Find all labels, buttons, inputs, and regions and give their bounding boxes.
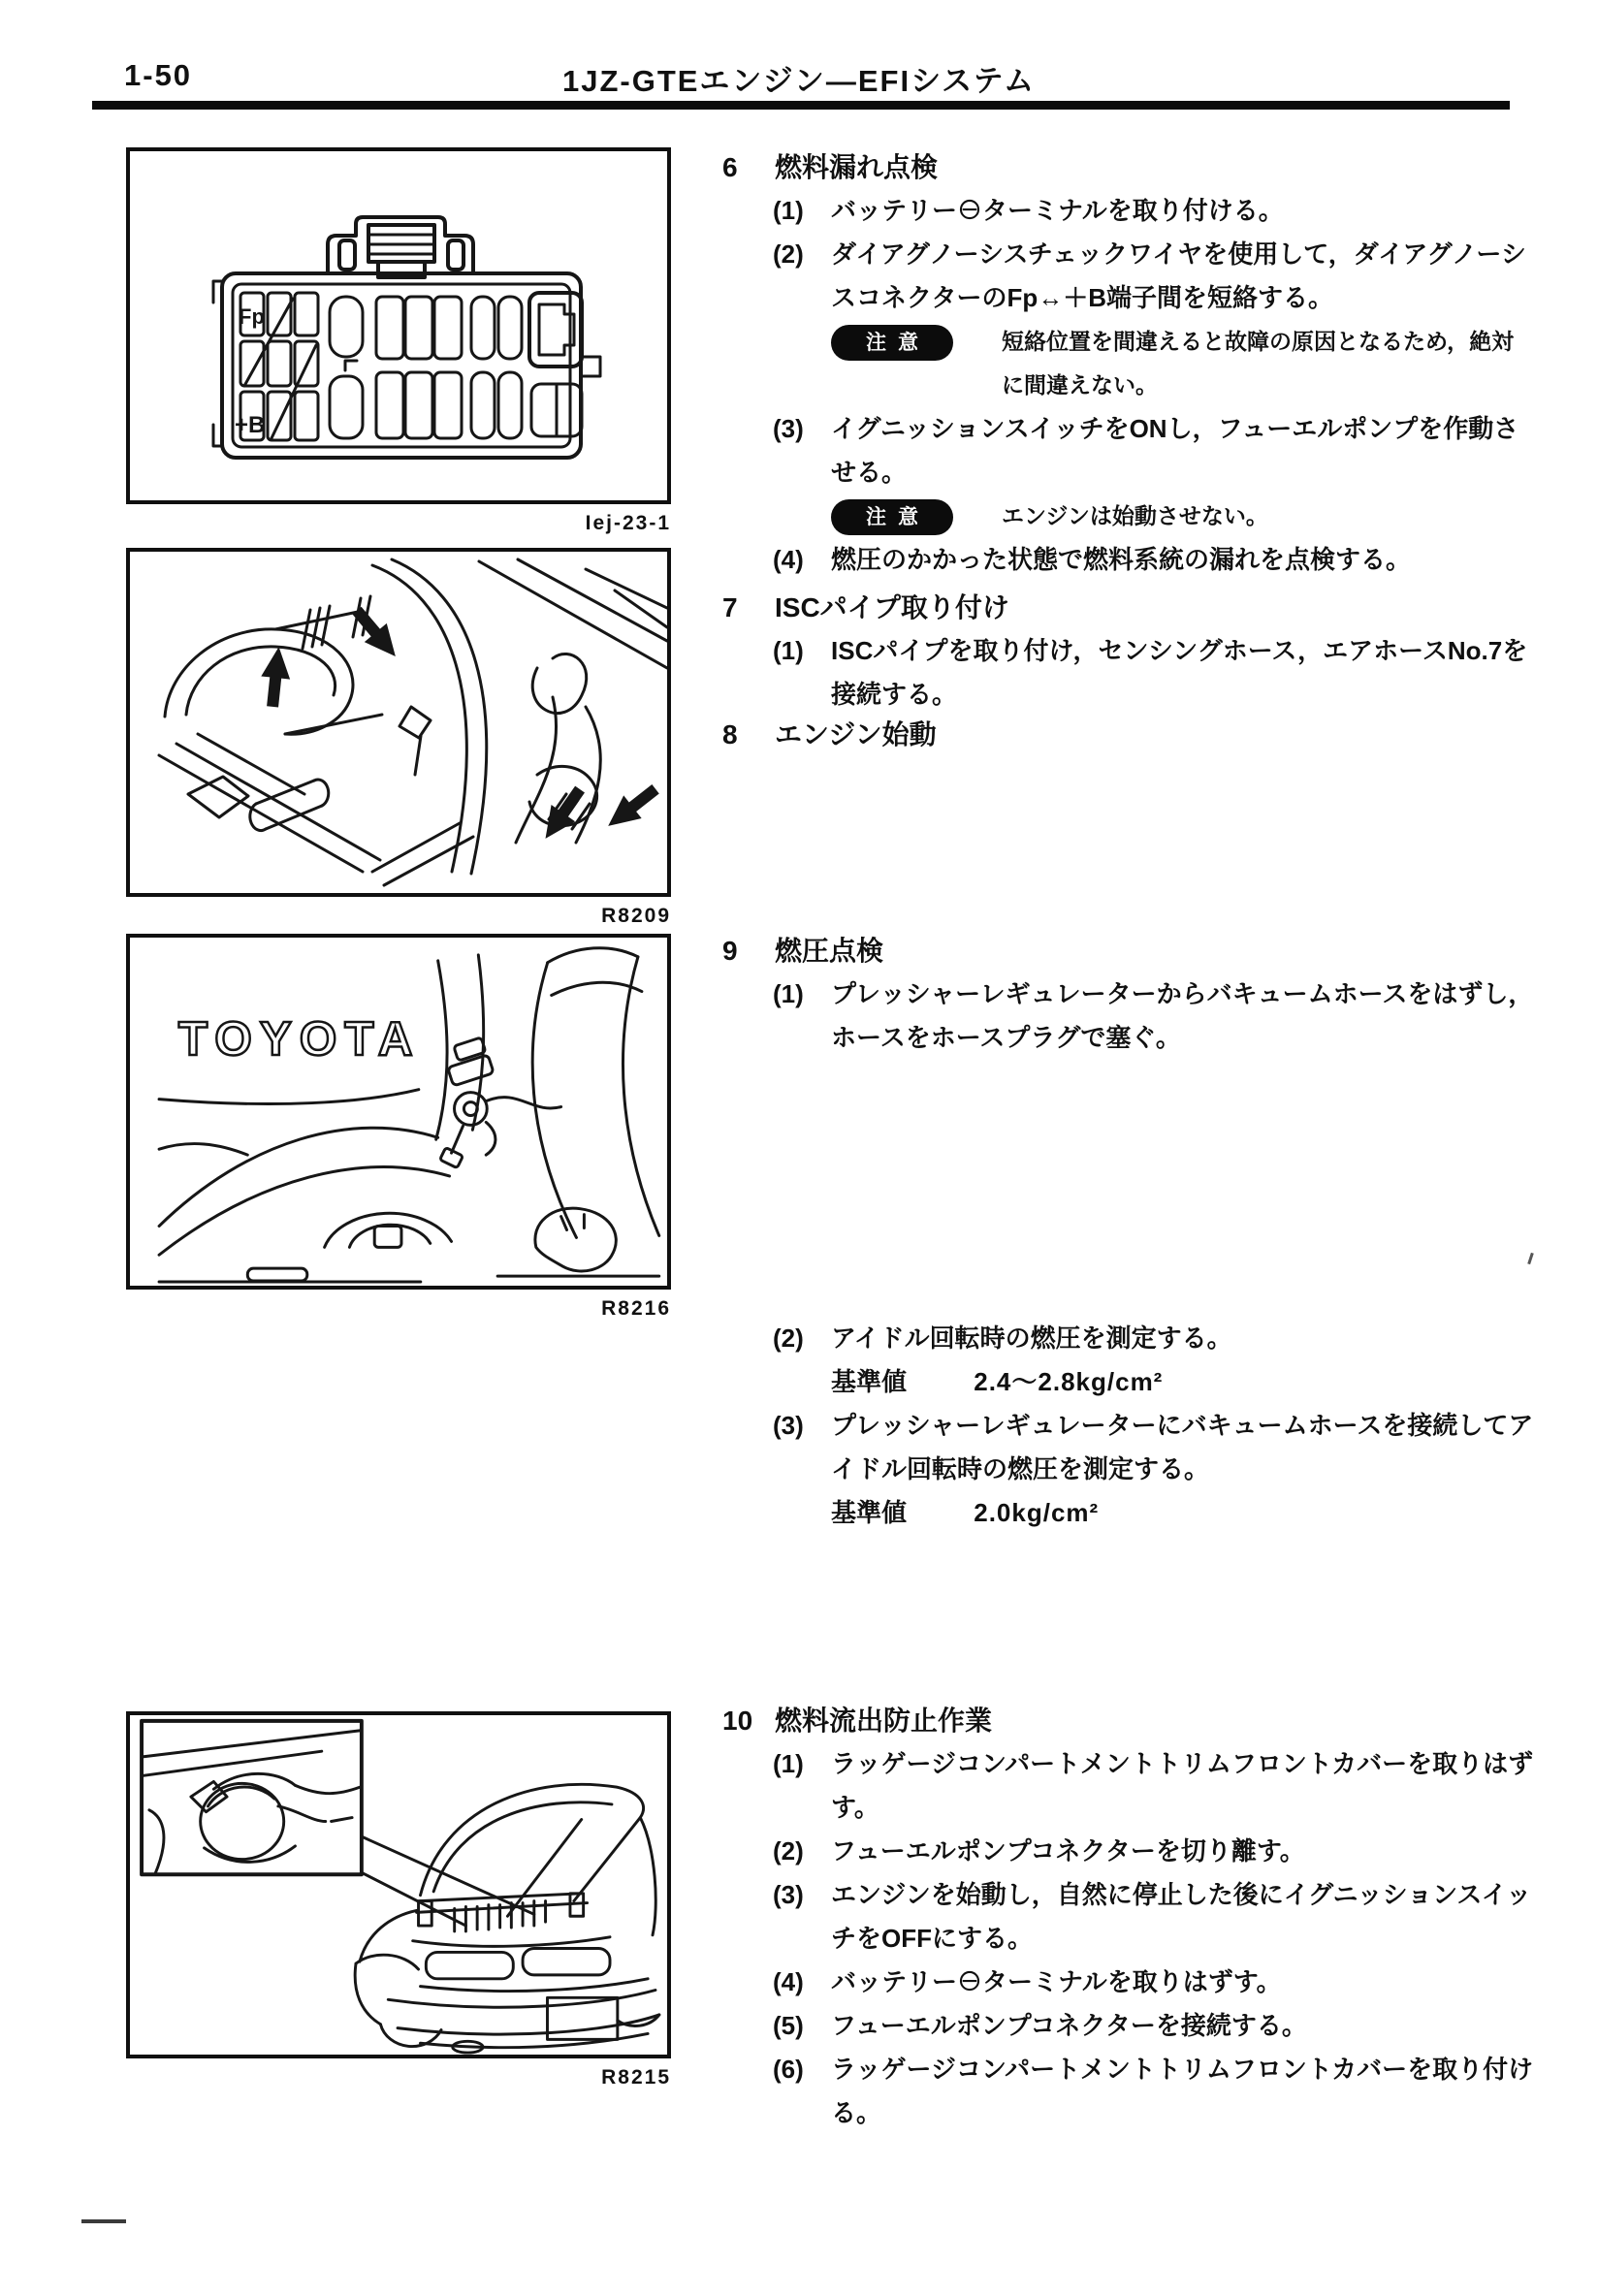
caution-note: [722, 494, 1535, 538]
step-item: [722, 973, 1535, 1060]
step-number: (2): [773, 239, 804, 269]
step-item: [722, 1404, 1535, 1491]
section-number: 9: [722, 936, 738, 966]
step-item: [722, 1961, 1535, 2004]
step-item: [722, 629, 1535, 717]
section-number: 10: [722, 1706, 753, 1736]
step-text: ダイアグノーシスチェックワイヤを使用して，ダイアグノーシスコネクターのFp↔＋B端子間を短絡する。: [831, 239, 1526, 312]
section-10-fuel-spill-prevention: [722, 1699, 1535, 2135]
step-text: バッテリー⊖ターミナルを取り付ける。: [831, 196, 1284, 225]
figure-fuel-pump-connector: [126, 1711, 671, 2058]
step-number: (1): [773, 1749, 804, 1778]
engine-bay-drawing: [130, 552, 667, 893]
connector-label-plus-b: +B: [235, 412, 266, 438]
page-number: 1-50: [124, 58, 193, 92]
step-text: エンジンを始動し，自然に停止した後にイグニッションスイッチをOFFにする。: [831, 1880, 1532, 1953]
scan-artifact: [81, 2219, 126, 2223]
step-number: (2): [773, 1836, 804, 1866]
step-text: バッテリー⊖ターミナルを取りはずす。: [831, 1967, 1282, 1996]
step-item: [722, 233, 1535, 320]
section-heading: [722, 145, 1535, 189]
step-number: (6): [773, 2055, 804, 2084]
diagnosis-connector-drawing: [130, 151, 667, 500]
step-text: フューエルポンプコネクターを切り離す。: [831, 1836, 1305, 1866]
step-text: 燃圧のかかった状態で燃料系統の漏れを点検する。: [831, 545, 1412, 574]
spec-row: [722, 1360, 1535, 1404]
figure-caption: R8215: [601, 2066, 671, 2089]
step-text: アイドル回転時の燃圧を測定する。: [831, 1323, 1232, 1353]
step-text: イグニッションスイッチをONし，フューエルポンプを作動させる。: [831, 414, 1519, 487]
step-number: (1): [773, 636, 804, 665]
section-heading: [722, 713, 1535, 756]
section-9-fuel-pressure-check: [722, 929, 1535, 1060]
step-text: フューエルポンプコネクターを接続する。: [831, 2011, 1307, 2040]
step-number: (1): [773, 196, 804, 225]
step-item: [722, 538, 1535, 582]
figure-diagnosis-connector: [126, 147, 671, 504]
step-text: ラッゲージコンパートメントトリムフロントカバーを取り付ける。: [831, 2055, 1534, 2127]
spec-row: [722, 1491, 1535, 1535]
step-text: プレッシャーレギュレーターにバキュームホースを接続してアイドル回転時の燃圧を測定する。: [831, 1411, 1534, 1483]
spec-value: 2.4～2.8kg/cm²: [974, 1367, 1164, 1396]
section-title: ISCパイプ取り付け: [775, 592, 1009, 622]
step-text: プレッシャーレギュレーターからバキュームホースをはずし，ホースをホースプラグで塞ぐ。: [831, 979, 1534, 1052]
engine-cover-brand-label: TOYOTA: [177, 1010, 421, 1066]
step-text: ラッゲージコンパートメントトリムフロントカバーを取りはずす。: [831, 1749, 1534, 1822]
section-title: エンジン始動: [775, 719, 937, 749]
figure-pressure-regulator: [126, 934, 671, 1290]
step-number: (3): [773, 414, 804, 443]
section-8-engine-start: [722, 713, 1535, 756]
step-item: [722, 1873, 1535, 1961]
step-number: (4): [773, 1967, 804, 1996]
figure-caption: Iej-23-1: [585, 512, 671, 534]
spec-value: 2.0kg/cm²: [974, 1498, 1100, 1527]
scan-artifact: [1527, 1253, 1534, 1264]
section-title: 燃圧点検: [775, 936, 884, 966]
section-number: 6: [722, 152, 738, 182]
step-text: ISCパイプを取り付け，センシングホース，エアホースNo.7を接続する。: [831, 636, 1528, 709]
section-number: 8: [722, 719, 738, 749]
caution-text: エンジンは始動させない。: [1002, 503, 1268, 528]
spec-label: 基準値: [831, 1498, 908, 1527]
section-number: 7: [722, 592, 738, 622]
section-heading: [722, 1699, 1535, 1742]
step-item: [722, 2048, 1535, 2135]
step-item: [722, 2004, 1535, 2048]
step-item: [722, 1742, 1535, 1830]
step-number: (2): [773, 1323, 804, 1353]
section-heading: [722, 586, 1535, 629]
spec-label: 基準値: [831, 1367, 908, 1396]
caution-badge: 注意: [831, 499, 953, 535]
step-number: (1): [773, 979, 804, 1008]
car-trunk-drawing: [130, 1715, 667, 2055]
step-number: (3): [773, 1880, 804, 1909]
step-item: [722, 1830, 1535, 1873]
pressure-regulator-drawing: [130, 938, 667, 1286]
section-9-continued: [722, 1317, 1535, 1535]
section-title: 燃料漏れ点検: [775, 152, 939, 182]
figure-caption: R8209: [601, 905, 671, 927]
step-number: (5): [773, 2011, 804, 2040]
step-number: (4): [773, 545, 804, 574]
section-heading: [722, 929, 1535, 973]
step-item: [722, 1317, 1535, 1360]
section-title: 燃料流出防止作業: [775, 1706, 993, 1736]
caution-note: [722, 320, 1535, 407]
figure-caption: R8216: [601, 1297, 671, 1320]
header-rule: [92, 101, 1510, 110]
step-item: [722, 407, 1535, 494]
step-item: [722, 189, 1535, 233]
section-6-fuel-leak-check: [722, 145, 1535, 582]
section-7-isc-pipe: [722, 586, 1535, 717]
step-number: (3): [773, 1411, 804, 1440]
caution-badge: 注意: [831, 325, 953, 361]
page-title: 1JZ-GTEエンジン—EFIシステム: [561, 64, 1037, 98]
connector-label-fp: Fp: [239, 304, 265, 329]
caution-text: 短絡位置を間違えると故障の原因となるため，絶対に間違えない。: [1002, 329, 1515, 398]
figure-engine-bay: [126, 548, 671, 897]
